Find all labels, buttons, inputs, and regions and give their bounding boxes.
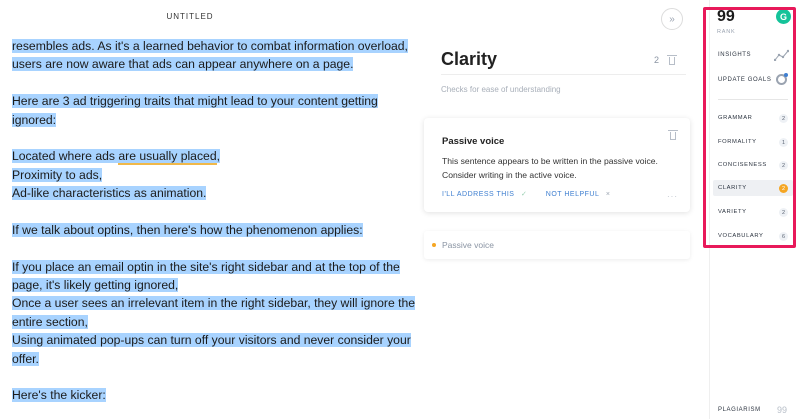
category-count: 2 xyxy=(654,55,660,65)
text-line[interactable] xyxy=(12,203,392,221)
highlight-frame xyxy=(703,7,796,248)
not-helpful-button[interactable]: NOT HELPFUL xyxy=(545,191,600,198)
score-label: RANK xyxy=(717,29,736,35)
sidebar-item-label: FORMALITY xyxy=(718,139,757,145)
text-line[interactable] xyxy=(12,239,392,257)
dismiss-category-trash-icon[interactable] xyxy=(667,55,677,65)
category-title: Clarity xyxy=(441,49,498,69)
sidebar-item-label: GRAMMAR xyxy=(718,115,753,121)
text-line[interactable]: Using animated pop-ups can turn off your visitors and never consider your xyxy=(12,333,411,348)
category-subtitle: Checks for ease of understanding xyxy=(441,85,561,94)
text-line[interactable]: entire section, xyxy=(12,314,88,329)
text-line[interactable]: ignored: xyxy=(12,112,57,127)
text-line[interactable]: Proximity to ads, xyxy=(12,167,103,182)
double-chevron-right-icon: » xyxy=(669,13,675,25)
address-this-button[interactable]: I'LL ADDRESS THIS xyxy=(442,191,515,198)
suggestion-title: Passive voice xyxy=(442,136,505,147)
text-line[interactable]: Here's the kicker: xyxy=(12,388,106,403)
count-badge: 2 xyxy=(779,208,788,217)
more-options-icon[interactable]: ··· xyxy=(667,192,678,201)
count-badge: 2 xyxy=(779,114,788,123)
document-title[interactable]: UNTITLED xyxy=(166,12,214,21)
quote-icon[interactable]: 99 xyxy=(777,405,788,415)
update-goals-link[interactable]: UPDATE GOALS xyxy=(718,77,772,83)
editor-text-area[interactable] xyxy=(12,37,416,405)
count-badge: 6 xyxy=(779,232,788,241)
text-line[interactable] xyxy=(12,368,392,386)
collapsed-alert[interactable] xyxy=(424,231,690,259)
collapse-panel-button[interactable] xyxy=(661,8,683,30)
plagiarism-link[interactable]: PLAGIARISM xyxy=(718,407,761,413)
flagged-phrase[interactable]: are usually placed xyxy=(118,149,217,164)
text-line[interactable]: page, it's likely getting ignored, xyxy=(12,278,179,293)
text-line[interactable]: users are now aware that ads can appear anywhere on a page. xyxy=(12,57,354,72)
text-line[interactable] xyxy=(12,129,392,147)
count-badge: 2 xyxy=(779,184,788,193)
checkmark-icon: ✓ xyxy=(520,191,528,198)
suggestion-text: This sentence appears to be written in the passive voice. Consider writing in the active voice. xyxy=(442,156,658,180)
text-line[interactable]: offer. xyxy=(12,351,39,366)
text-line[interactable] xyxy=(12,74,392,92)
close-icon: × xyxy=(605,191,611,198)
text-line[interactable]: Once a user sees an irrelevant item in the right sidebar, they will ignore the xyxy=(12,296,416,311)
sidebar-item-label: VOCABULARY xyxy=(718,233,764,239)
category-divider xyxy=(441,74,686,75)
count-badge: 2 xyxy=(779,161,788,170)
text-line[interactable]: Here are 3 ad triggering traits that might lead to your content getting xyxy=(12,94,378,109)
insights-link[interactable]: INSIGHTS xyxy=(718,52,752,58)
text-line[interactable]: If we talk about optins, then here's how the phenomenon applies: xyxy=(12,222,363,237)
alert-dot-icon xyxy=(432,243,436,247)
text-line[interactable]: Located where ads are usually placed, xyxy=(12,149,221,164)
text-line[interactable]: resembles ads. As it's a learned behavior to combat information overload, xyxy=(12,39,408,53)
sidebar-item-label: CONCISENESS xyxy=(718,162,767,168)
overall-score[interactable]: 99 xyxy=(717,8,735,25)
collapsed-alert-label: Passive voice xyxy=(442,240,494,250)
dismiss-suggestion-trash-icon[interactable] xyxy=(668,130,678,140)
suggestion-card[interactable] xyxy=(424,118,690,212)
text-line[interactable]: If you place an email optin in the site's right sidebar and at the top of the xyxy=(12,259,400,274)
grammarly-logo-icon[interactable]: G xyxy=(776,9,791,24)
count-badge: 1 xyxy=(779,138,788,147)
sidebar-item-label: VARIETY xyxy=(718,209,747,215)
sidebar-item-label: CLARITY xyxy=(718,185,747,191)
text-line[interactable]: Ad-like characteristics as animation. xyxy=(12,186,207,201)
